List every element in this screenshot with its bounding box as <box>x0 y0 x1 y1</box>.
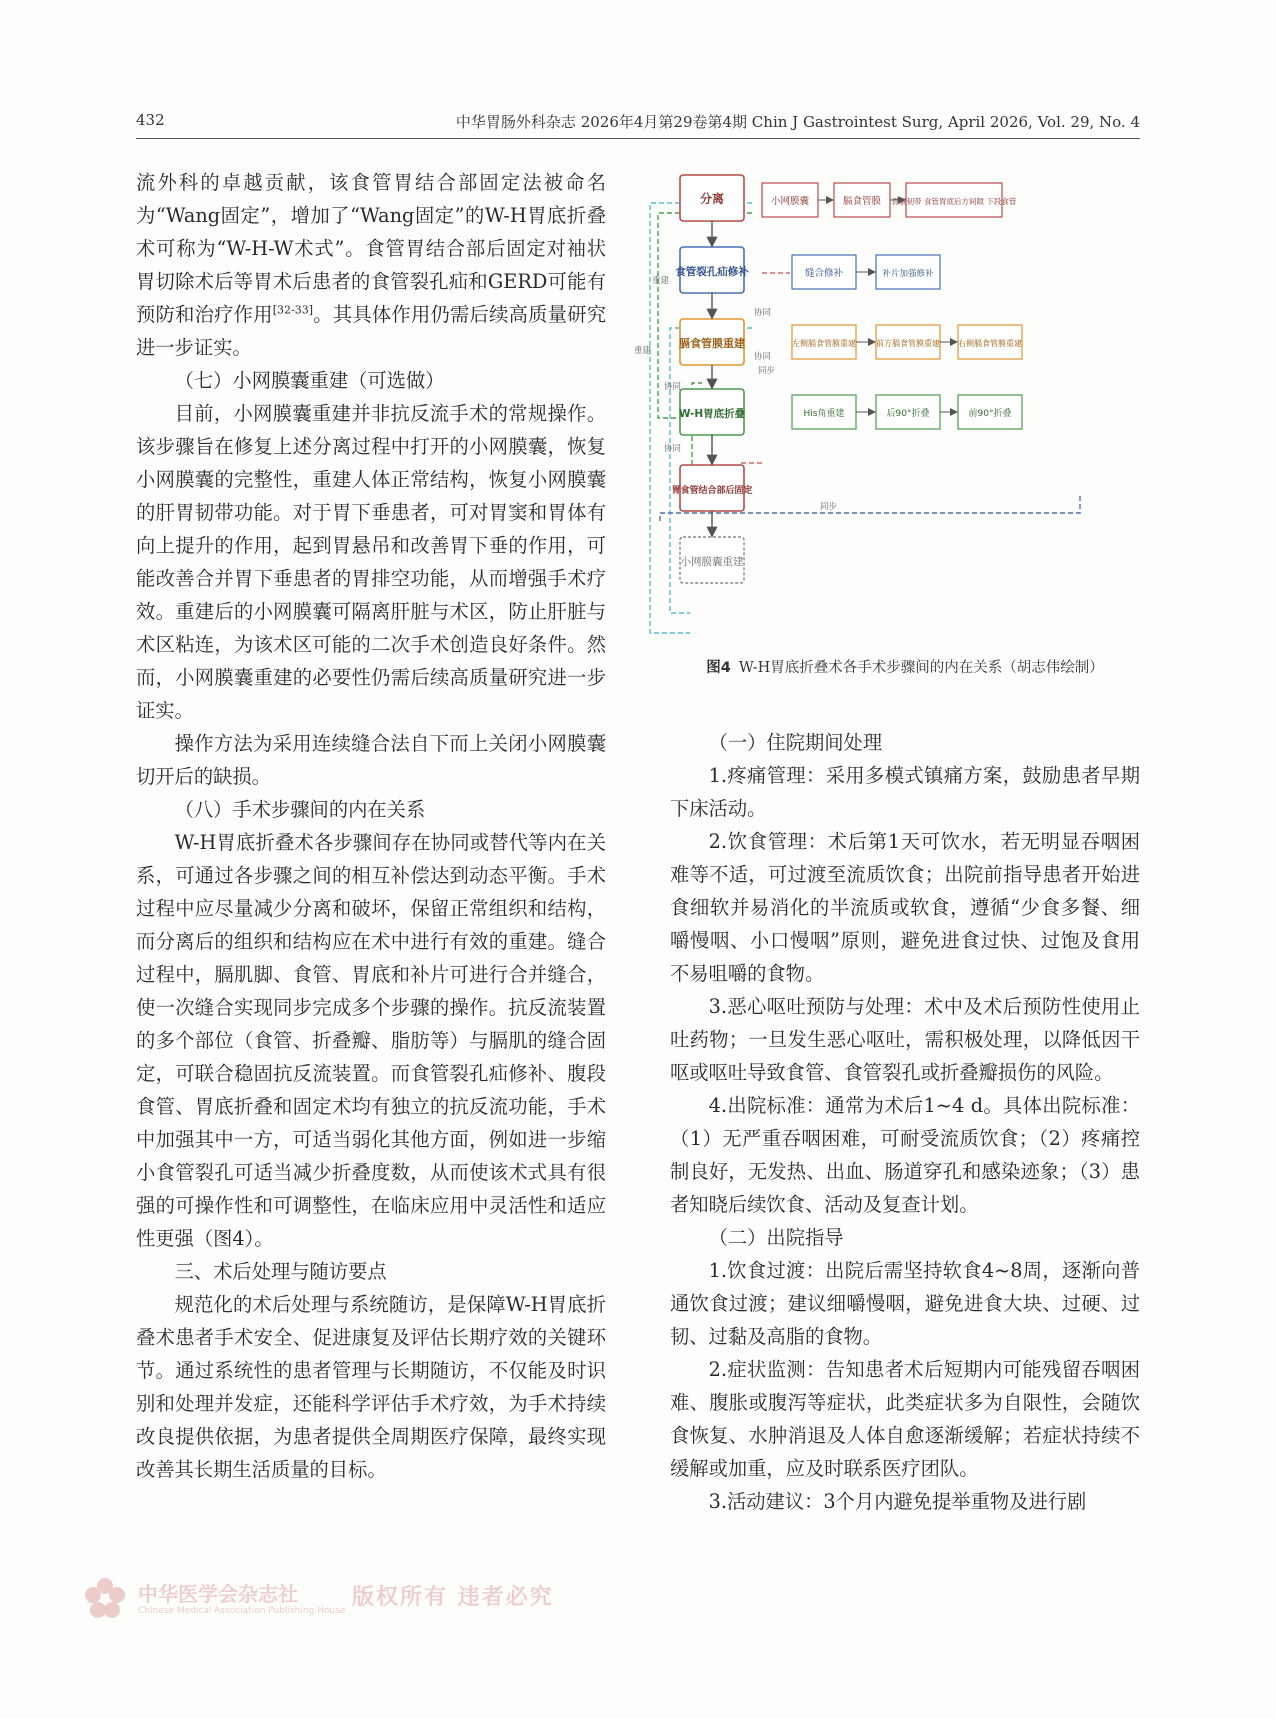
step-2-label: 食管裂孔疝修补 <box>675 266 749 278</box>
svg-text:小网膜囊: 小网膜囊 <box>770 196 810 207</box>
svg-text:His角重建: His角重建 <box>803 409 845 419</box>
step-1-label: 分离 <box>699 192 725 206</box>
section-heading: （二）出院指导 <box>708 1226 844 1249</box>
left-column <box>136 166 606 1486</box>
journal-citation: 中华胃肠外科杂志 2026年4月第29卷第4期 Chin J Gastrointest Surg, April 2026, Vol. 29, No. 4 <box>455 113 1140 131</box>
publisher-name: 中华医学会杂志社 <box>138 1582 298 1606</box>
edge-label-sync: 同步 <box>820 502 838 512</box>
citation[interactable]: [32-33] <box>272 303 314 317</box>
running-header <box>136 111 1140 133</box>
paragraph: 3.活动建议：3个月内避免提举重物及进行剧 <box>708 1490 1087 1513</box>
paragraph: 3.恶心呕吐预防与处理：术中及术后预防性使用止吐药物；一旦发生恶心呕吐，需积极处理，以降低因干呕或呕吐导致食管、食管裂孔或折叠瓣损伤的风险。 <box>670 995 1140 1084</box>
step-6-label: 小网膜囊重建 <box>680 556 744 568</box>
publisher-name-en: Chinese Medical Association Publishing House <box>138 1606 346 1616</box>
paragraph: 目前，小网膜囊重建并非抗反流手术的常规操作。该步骤旨在修复上述分离过程中打开的小网膜囊，恢复小网膜囊的完整性，重建人体正常结构，恢复小网膜囊的肝胃韧带功能。对于胃下垂患者，可对胃窦和胃体有向上提升的作用，起到胃悬吊和改善胃下垂的作用，可能改善合并胃下垂患者的胃排空功能，从而增强手术疗效。重建后的小网膜囊可隔离肝脏与术区，防止肝脏与术区粘连，为该术区可能的二次手术创造良好条件。然而，小网膜囊重建的必要性仍需后续高质量研究进一步证实。 <box>136 402 606 722</box>
caption-text: W-H胃底折叠术各手术步骤间的内在关系（胡志伟绘制） <box>738 660 1104 676</box>
row-2 <box>792 255 940 289</box>
row-4 <box>792 395 1022 429</box>
right-column <box>670 726 1140 1518</box>
edge-label-sync: 同步 <box>758 366 776 376</box>
paragraph: 规范化的术后处理与系统随访，是保障W-H胃底折叠术患者手术安全、促进康复及评估长期疗效的关键环节。通过系统性的患者管理与长期随访，不仅能及时识别和处理并发症，还能科学评估手术疗效，为手术持续改良提供依据，为患者提供全周期医疗保障，最终实现改善其长期生活质量的目标。 <box>136 1293 606 1481</box>
paragraph: W-H胃底折叠术各步骤间存在协同或替代等内在关系，可通过各步骤之间的相互补偿达到动态平衡。手术过程中应尽量减少分离和破坏，保留正常组织和结构，而分离后的组织和结构应在术中进行有效的重建。缝合过程中，膈肌脚、食管、胃底和补片可进行合并缝合，使一次缝合实现同步完成多个步骤的操作。抗反流装置的多个部位（食管、折叠瓣、脂肪等）与膈肌的缝合固定，可联合稳固抗反流装置。而食管裂孔疝修补、腹段食管、胃底折叠和固定术均有独立的抗反流功能，手术中加强其中一方，可适当弱化其他方面，例如进一步缩小食管裂孔可适当减少折叠度数，从而使该术式具有很强的可操作性和可调整性，在临床应用中灵活性和适应性更强（图4）。 <box>136 831 606 1250</box>
svg-text:后90°折叠: 后90°折叠 <box>886 409 930 419</box>
header-rule <box>136 138 1140 139</box>
section-heading: 三、术后处理与随访要点 <box>174 1260 387 1283</box>
paragraph: 2.症状监测：告知患者术后短期内可能残留吞咽困难、腹胀或腹泻等症状，此类症状多为自限性，会随饮食恢复、水肿消退及人体自愈逐渐缓解；若症状持续不缓解或加重，应及时联系医疗团队。 <box>670 1358 1140 1480</box>
figure-caption <box>668 656 1142 677</box>
step-3-label: 膈食管膜重建 <box>679 337 745 350</box>
edge-label-synergy: 协同 <box>664 444 682 454</box>
section-heading: （八）手术步骤间的内在关系 <box>174 798 426 821</box>
edge-label-synergy: 协同 <box>664 382 682 392</box>
svg-text:膈食管膜: 膈食管膜 <box>842 196 882 207</box>
edge-label-synergy: 协同 <box>754 352 772 362</box>
paragraph: 操作方法为采用连续缝合法自下而上关闭小网膜囊切开后的缺损。 <box>136 732 606 788</box>
page-number: 432 <box>136 111 165 129</box>
paragraph: 流外科的卓越贡献，该食管胃结合部固定法被命名为“Wang固定”，增加了“Wang固定”的W-H胃底折叠术可称为“W-H-W术式”。食管胃结合部后固定对袖状胃切除术后等胃术后患者的食管裂孔疝和GERD可能有预防和治疗作用[32-33]。其具体作用仍需后续高质量研究进一步证实。 <box>136 171 607 359</box>
figure-4-flowchart <box>634 183 1130 633</box>
paragraph: 1.饮食过渡：出院后需坚持软食4~8周，逐渐向普通饮食过渡；建议细嚼慢咽，避免进食大块、过硬、过韧、过黏及高脂的食物。 <box>670 1259 1140 1348</box>
edge-label-synergy: 协同 <box>754 308 772 318</box>
row-1 <box>762 183 1017 217</box>
copyright-notice: 版权所有 违者必究 <box>352 1584 554 1610</box>
edge-label-rebuild: 重建 <box>634 346 652 356</box>
svg-text:胃膈韧带 食管胃底后方间隙 下段食管: 胃膈韧带 食管胃底后方间隙 下段食管 <box>891 197 1017 206</box>
svg-text:前90°折叠: 前90°折叠 <box>968 409 1012 419</box>
publisher-watermark <box>82 1576 602 1622</box>
paragraph: 2.饮食管理：术后第1天可饮水，若无明显吞咽困难等不适，可过渡至流质饮食；出院前指导患者开始进食细软并易消化的半流质或软食，遵循“少食多餐、细嚼慢咽、小口慢咽”原则，避免进食过快、过饱及食用不易咀嚼的食物。 <box>670 830 1140 985</box>
svg-text:右侧膈食管膜重建: 右侧膈食管膜重建 <box>958 339 1022 348</box>
svg-text:左侧膈食管膜重建: 左侧膈食管膜重建 <box>792 339 856 348</box>
svg-text:缝合修补: 缝合修补 <box>804 268 844 279</box>
paragraph: 1.疼痛管理：采用多模式镇痛方案，鼓励患者早期下床活动。 <box>670 764 1140 820</box>
row-3 <box>792 325 1022 359</box>
section-heading: （一）住院期间处理 <box>708 731 883 754</box>
section-heading: （七）小网膜囊重建（可选做） <box>174 369 445 392</box>
svg-text:前方膈食管膜重建: 前方膈食管膜重建 <box>876 339 940 348</box>
caption-label: 图4 <box>706 660 731 676</box>
edge-label-rebuild: 重建 <box>652 276 670 286</box>
svg-text:补片加强修补: 补片加强修补 <box>882 269 934 279</box>
step-5-label: 胃食管结合部后固定 <box>671 486 753 496</box>
step-4-label: W-H胃底折叠 <box>678 408 746 420</box>
paragraph: 4.出院标准：通常为术后1~4 d。具体出院标准：（1）无严重吞咽困难，可耐受流质饮食；（2）疼痛控制良好，无发热、出血、肠道穿孔和感染迹象；（3）患者知晓后续饮食、活动及复查计划。 <box>670 1094 1140 1216</box>
flower-logo-icon <box>82 1576 128 1622</box>
